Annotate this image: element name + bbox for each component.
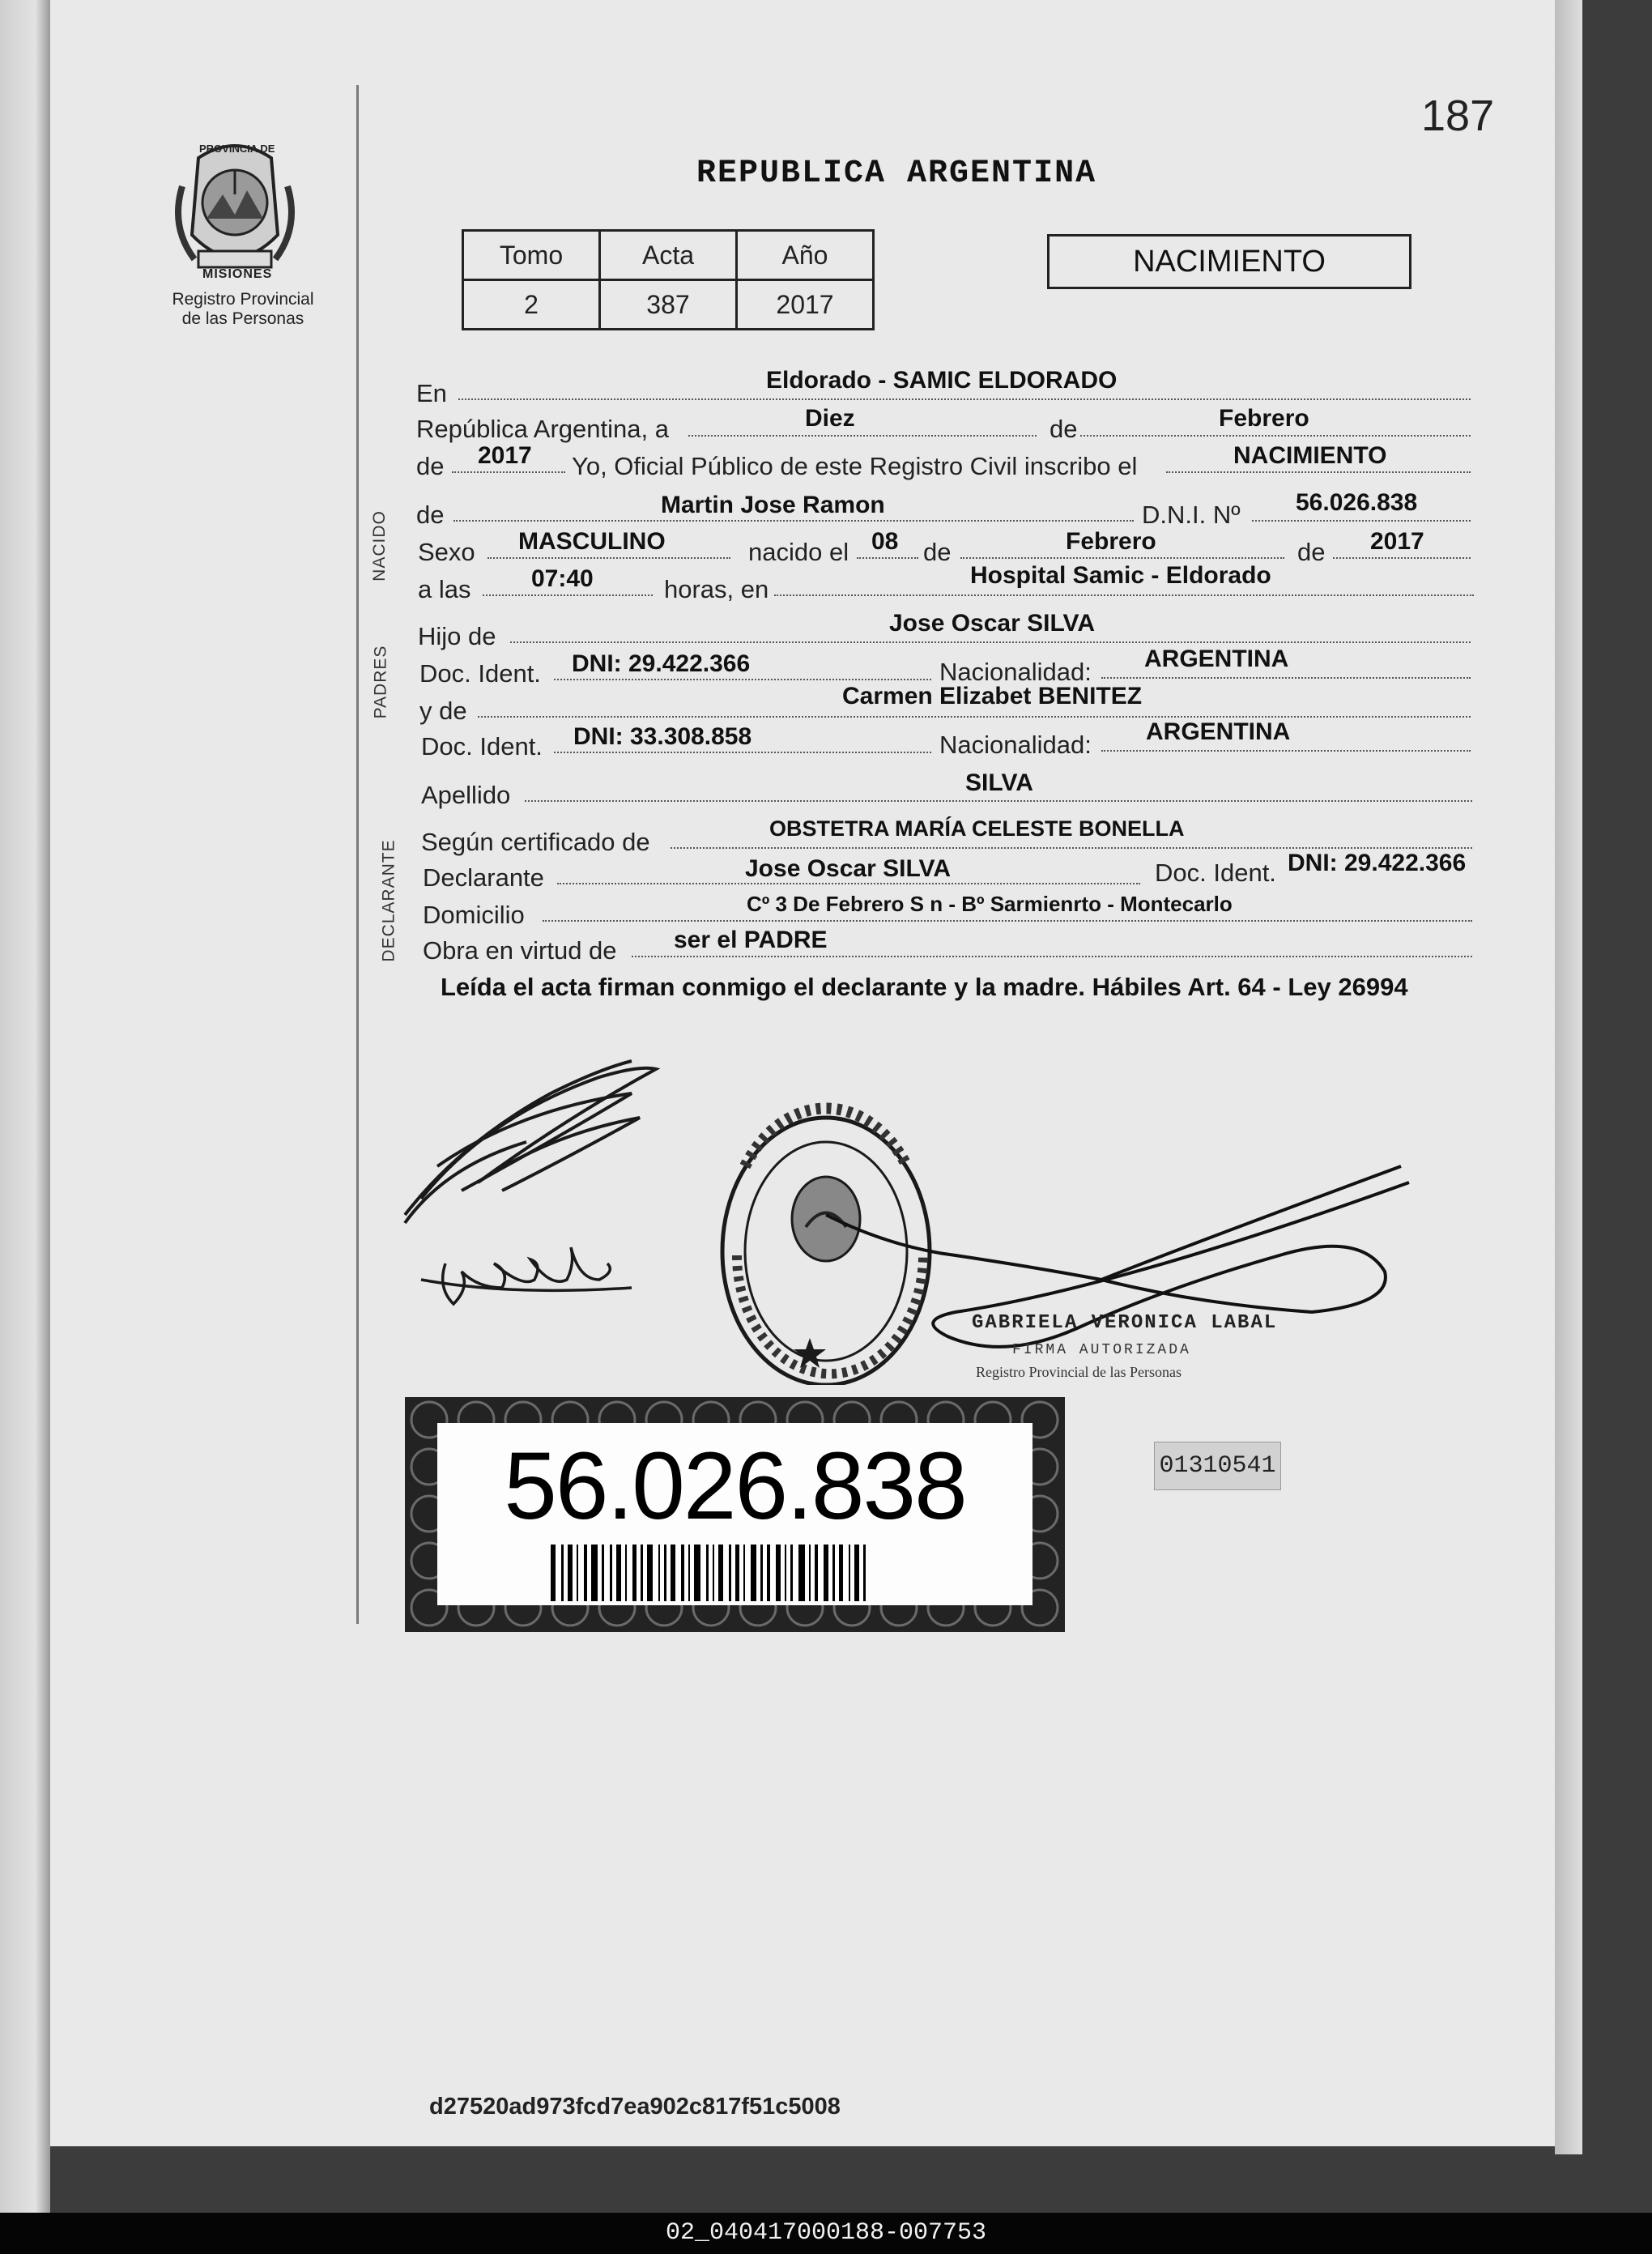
label-en: En <box>416 379 447 407</box>
field-tipo-inscripcion: NACIMIENTO <box>1233 442 1387 469</box>
sticker-label <box>437 1423 1032 1605</box>
dotted-line <box>543 920 1472 922</box>
field-madre-nacionalidad: ARGENTINA <box>1146 718 1291 745</box>
dotted-line <box>458 398 1471 400</box>
field-nacido-dia: 08 <box>871 528 899 555</box>
label-obra-en-virtud: Obra en virtud de <box>423 936 617 965</box>
field-mes: Febrero <box>1219 405 1309 432</box>
label-sexo: Sexo <box>418 538 475 566</box>
dotted-line <box>452 471 565 473</box>
logo-text-top: PROVINCIA DE <box>199 143 275 155</box>
label-republica-a: República Argentina, a <box>416 415 669 443</box>
logo-caption-line-2: de las Personas <box>181 309 304 328</box>
side-label-padres: PADRES <box>371 645 390 719</box>
record-table-header: Tomo <box>463 231 600 280</box>
field-hora: 07:40 <box>531 565 594 592</box>
dotted-line <box>557 883 1140 884</box>
dotted-line <box>1080 435 1471 437</box>
dotted-line <box>478 716 1471 718</box>
label-declarante: Declarante <box>423 863 544 892</box>
label-doc-ident-2: Doc. Ident. <box>421 732 543 761</box>
label-de: de <box>1050 415 1078 443</box>
label-de-anio: de <box>1297 538 1326 566</box>
dotted-line <box>483 594 653 596</box>
dotted-line <box>554 752 931 753</box>
field-nacido-mes: Febrero <box>1066 528 1156 555</box>
record-table-value-row <box>463 280 874 330</box>
field-dia: Diez <box>805 405 855 432</box>
official-name: GABRIELA VERONICA LABAL <box>972 1312 1278 1334</box>
dotted-line <box>525 800 1472 802</box>
document-title: REPUBLICA ARGENTINA <box>696 156 1097 192</box>
logo-text-bottom: MISIONES <box>202 267 273 281</box>
label-doc-ident-1: Doc. Ident. <box>419 659 541 688</box>
label-y-de: y de <box>419 697 467 725</box>
page-number: 187 <box>1421 92 1495 140</box>
label-doc-ident-declarante: Doc. Ident. <box>1155 859 1276 887</box>
record-table-header-row <box>463 231 874 280</box>
serial-number: 01310541 <box>1154 1442 1281 1490</box>
label-segun-certificado: Según certificado de <box>421 828 650 856</box>
registry-seal-icon <box>722 1108 930 1385</box>
record-table <box>462 229 875 330</box>
field-sexo: MASCULINO <box>518 528 666 555</box>
record-table-value: 2017 <box>737 280 874 330</box>
sticker-dni-number: 56.026.838 <box>504 1433 966 1540</box>
label-de2: de <box>416 452 445 480</box>
field-declarante: Jose Oscar SILVA <box>745 855 952 882</box>
dotted-line <box>1252 520 1471 522</box>
declarant-signature-icon <box>405 1061 656 1223</box>
dotted-line <box>510 641 1471 643</box>
field-padre-doc: DNI: 29.422.366 <box>572 650 751 677</box>
logo-caption <box>154 290 332 329</box>
scan-filename: 02_040417000188-007753 <box>0 2213 1652 2254</box>
label-hijo-de: Hijo de <box>418 622 496 650</box>
field-anio: 2017 <box>478 442 532 469</box>
record-table-header: Acta <box>600 231 737 280</box>
field-lugar: Eldorado - SAMIC ELDORADO <box>766 367 1118 394</box>
official-organization: Registro Provincial de las Personas <box>976 1364 1182 1380</box>
label-a-las: a las <box>418 575 471 603</box>
field-declarante-doc: DNI: 29.422.366 <box>1288 850 1467 876</box>
document-hash: d27520ad973fcd7ea902c817f51c5008 <box>429 2094 841 2120</box>
side-label-nacido: NACIDO <box>369 510 389 582</box>
dotted-line <box>1101 677 1471 679</box>
field-nombre: Martin Jose Ramon <box>661 492 885 518</box>
dotted-line <box>671 847 1472 849</box>
label-apellido: Apellido <box>421 781 511 809</box>
closing-statement: Leída el acta firman conmigo el declarante y la madre. Hábiles Art. 64 - Ley 26994 <box>441 973 1408 1001</box>
dotted-line <box>1101 750 1471 752</box>
label-de-nombre: de <box>416 501 445 529</box>
dotted-line <box>488 557 730 559</box>
record-table-value: 387 <box>600 280 737 330</box>
field-padre-nacionalidad: ARGENTINA <box>1144 646 1289 672</box>
field-padre: Jose Oscar SILVA <box>889 610 1096 637</box>
dotted-line <box>1166 471 1471 473</box>
field-dni: 56.026.838 <box>1296 489 1418 516</box>
label-yo-oficial: Yo, Oficial Público de este Registro Civil inscribo el <box>572 452 1138 480</box>
misiones-coat-of-arms-icon <box>166 138 304 283</box>
field-lugar-nacimiento: Hospital Samic - Eldorado <box>970 562 1271 589</box>
dotted-line <box>453 520 1134 522</box>
mother-signature-icon <box>421 1247 632 1304</box>
dotted-line <box>632 956 1472 957</box>
label-domicilio: Domicilio <box>423 901 525 929</box>
signatures-and-seal <box>389 1045 1441 1385</box>
dotted-line <box>960 557 1284 559</box>
dotted-line <box>688 435 1037 437</box>
field-apellido: SILVA <box>965 769 1033 796</box>
field-madre: Carmen Elizabet BENITEZ <box>842 683 1143 709</box>
field-nacido-anio: 2017 <box>1370 528 1424 555</box>
field-domicilio: Cº 3 De Febrero S n - Bº Sarmienrto - Montecarlo <box>747 892 1233 916</box>
label-dni: D.N.I. Nº <box>1142 501 1241 529</box>
logo-caption-line-1: Registro Provincial <box>172 290 314 309</box>
dotted-line <box>1333 557 1471 559</box>
label-horas-en: horas, en <box>664 575 769 603</box>
dni-sticker <box>405 1397 1065 1632</box>
previous-page-edge <box>0 0 50 2213</box>
record-table-header: Año <box>737 231 874 280</box>
official-role: FIRMA AUTORIZADA <box>1012 1342 1191 1358</box>
dotted-line <box>774 594 1474 596</box>
label-nacionalidad-1: Nacionalidad: <box>939 658 1092 686</box>
page-edge <box>1555 0 1582 2154</box>
record-table-value: 2 <box>463 280 600 330</box>
margin-line <box>356 85 359 1624</box>
record-type-box: NACIMIENTO <box>1047 234 1411 289</box>
dotted-line <box>857 557 918 559</box>
label-nacionalidad-2: Nacionalidad: <box>939 731 1092 759</box>
label-nacido-el: nacido el <box>748 538 849 566</box>
dotted-line <box>554 679 931 680</box>
side-label-declarante: DECLARANTE <box>379 839 398 962</box>
barcode-icon <box>551 1545 923 1601</box>
field-madre-doc: DNI: 33.308.858 <box>573 723 752 750</box>
field-obra-en-virtud: ser el PADRE <box>674 927 828 953</box>
label-de-mes: de <box>923 538 952 566</box>
field-certificado: OBSTETRA MARÍA CELESTE BONELLA <box>769 816 1185 841</box>
